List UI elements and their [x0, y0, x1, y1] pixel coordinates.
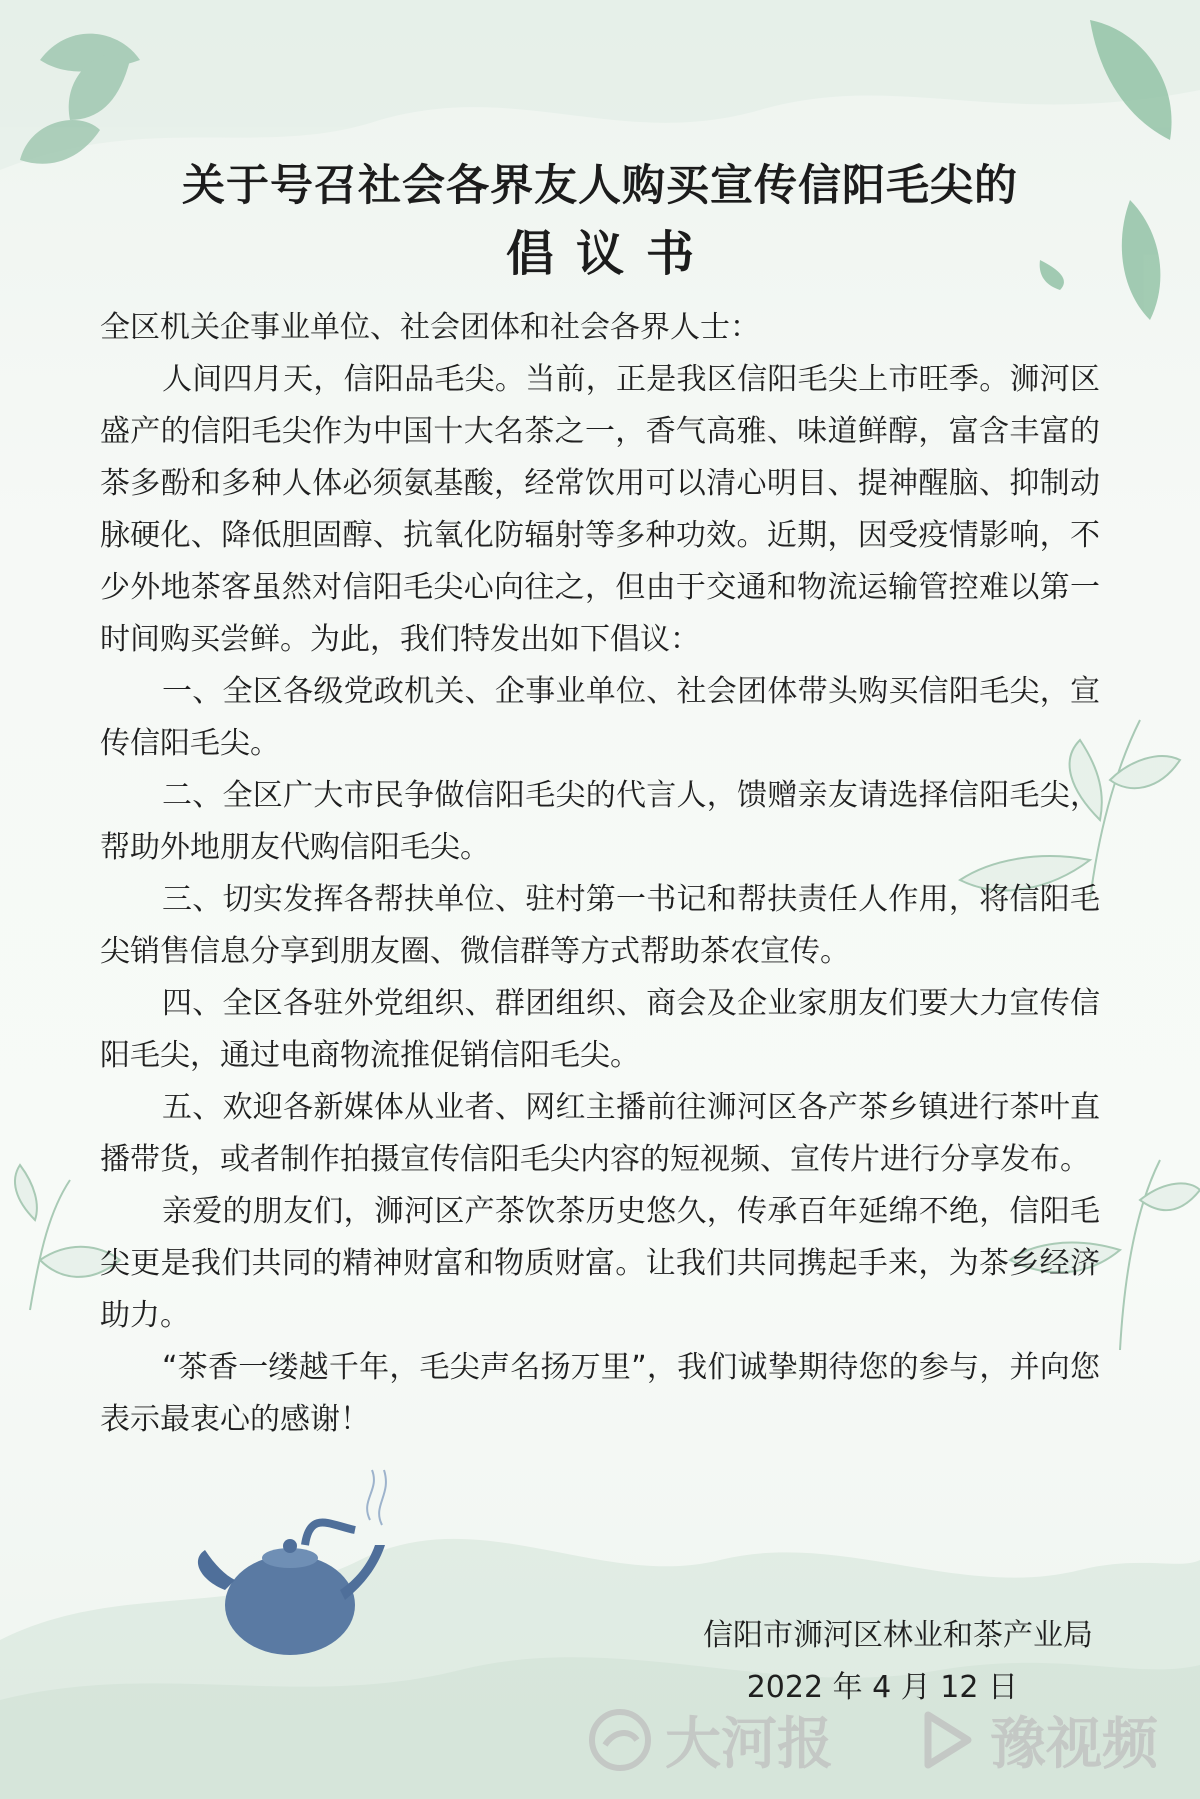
paragraph-thanks: “茶香一缕越千年，毛尖声名扬万里”，我们诚挚期待您的参与，并向您表示最衷心的感谢！ [100, 1350, 1100, 1437]
watermark-yushipin-text: 豫视频 [990, 1712, 1158, 1777]
dahebao-logo-icon [585, 1705, 655, 1775]
paragraph-item-4: 四、全区各驻外党组织、群团组织、商会及企业家朋友们要大力宣传信阳毛尖，通过电商物流推促销信阳毛尖。 [100, 986, 1100, 1073]
paragraph-closing: 亲爱的朋友们，浉河区产茶饮茶历史悠久，传承百年延绵不绝，信阳毛尖更是我们共同的精神财富和物质财富。让我们共同携起手来，为茶乡经济助力。 [100, 1194, 1100, 1333]
letter-body [100, 302, 1100, 1446]
paragraph-intro: 人间四月天，信阳品毛尖。当前，正是我区信阳毛尖上市旺季。浉河区盛产的信阳毛尖作为中国十大名茶之一，香气高雅、味道鲜醇，富含丰富的茶多酚和多种人体必须氨基酸，经常饮用可以清心明目、提神醒脑、抑制动脉硬化、降低胆固醇、抗氧化防辐射等多种功效。近期，因受疫情影响，不少外地茶客虽然对信阳毛尖心向往之，但由于交通和物流运输管控难以第一时间购买尝鲜。为此，我们特发出如下倡议： [100, 362, 1100, 657]
watermark-dahebao [585, 1705, 833, 1775]
paragraph-item-3: 三、切实发挥各帮扶单位、驻村第一书记和帮扶责任人作用，将信阳毛尖销售信息分享到朋友圈、微信群等方式帮助茶农宣传。 [100, 882, 1100, 969]
paragraph-item-1: 一、全区各级党政机关、企事业单位、社会团体带头购买信阳毛尖，宣传信阳毛尖。 [100, 674, 1100, 761]
document-title: 关于号召社会各界友人购买宣传信阳毛尖的 [182, 161, 1018, 211]
watermark-yushipin [910, 1705, 1158, 1775]
salutation: 全区机关企事业单位、社会团体和社会各界人士： [100, 310, 760, 345]
signature-org: 信阳市浉河区林业和茶产业局 [703, 1618, 1093, 1653]
top-mountains [0, 0, 1200, 170]
watermark-dahebao-text: 大河报 [665, 1712, 833, 1777]
signature-date: 2022 年 4 月 12 日 [746, 1670, 1018, 1705]
document-subtitle: 倡议书 [505, 226, 716, 282]
play-icon [910, 1705, 980, 1775]
paragraph-item-2: 二、全区广大市民争做信阳毛尖的代言人，馈赠亲友请选择信阳毛尖，帮助外地朋友代购信阳毛尖。 [100, 778, 1100, 865]
paragraph-item-5: 五、欢迎各新媒体从业者、网红主播前往浉河区各产茶乡镇进行茶叶直播带货，或者制作拍摄宣传信阳毛尖内容的短视频、宣传片进行分享发布。 [100, 1090, 1100, 1177]
